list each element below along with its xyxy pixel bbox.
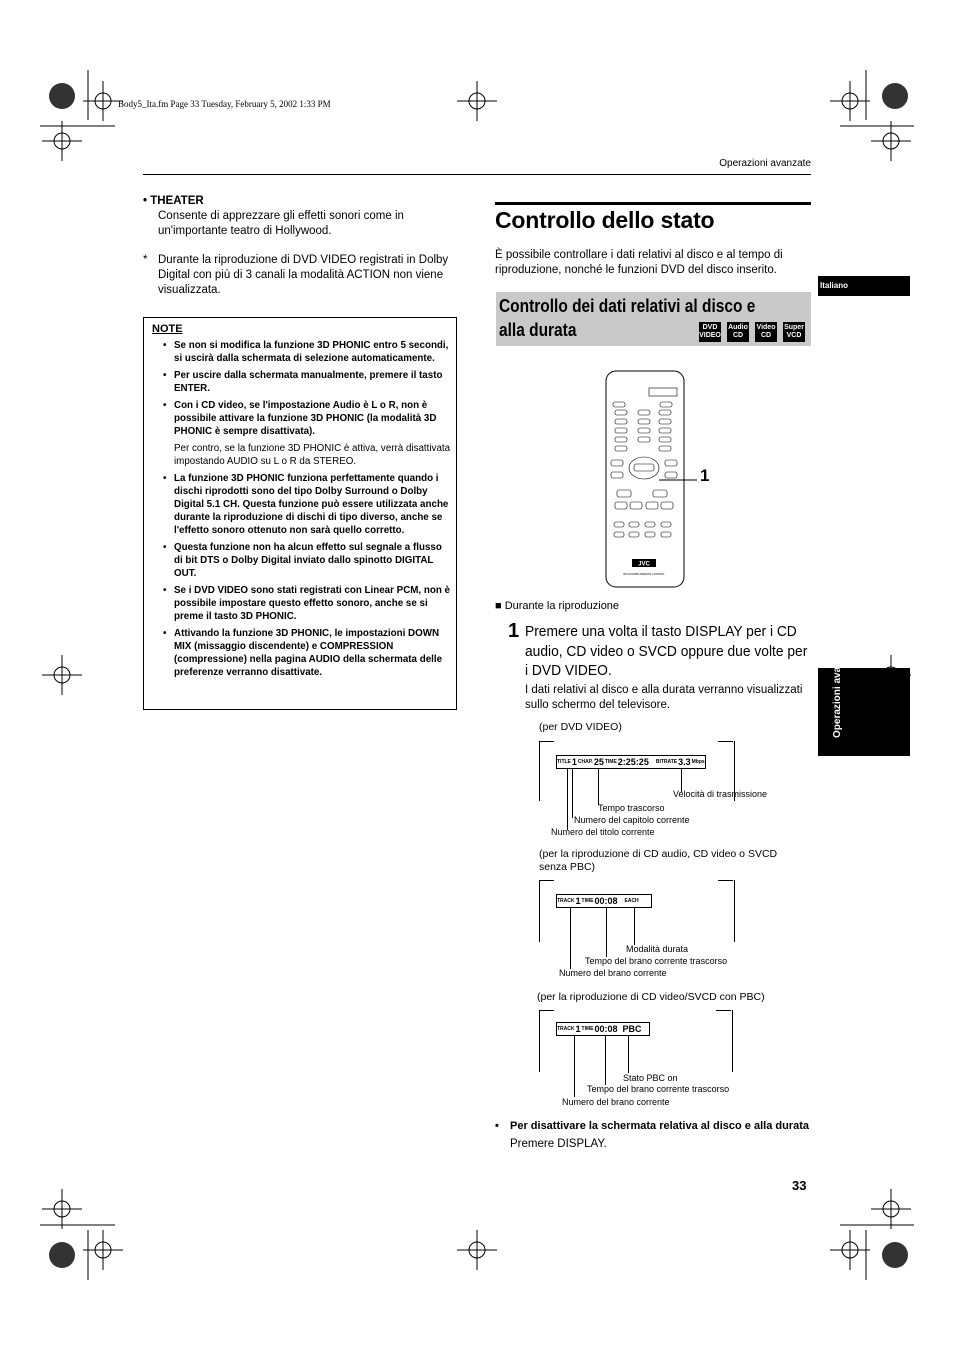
header-rule <box>143 174 811 175</box>
fig3-frame <box>539 1010 733 1072</box>
note-box <box>143 317 457 710</box>
fig2-label-mode: Modalità durata <box>626 944 689 954</box>
fig1-label-elapsed: Tempo trascorso <box>598 803 665 813</box>
note-item: • Con i CD video, se l'impostazione Audio è L o R, non è possibile attivare la funzione 3D PHONIC (la modalità 3D PHONIC è sempre disattivata). Per contro, se la funzione 3D PHONIC è attiva, verrà disattivata impostando AUDIO su L o R da STEREO. <box>152 399 452 468</box>
badge-audio-cd: Audio CD <box>727 322 749 342</box>
theater-label: • THEATER <box>143 195 204 207</box>
remote-caption: RM-SXV008A REMOTE CONTROL <box>623 573 665 576</box>
step-number: 1 <box>508 620 520 642</box>
disable-display-block <box>495 1119 811 1152</box>
fig2-frame <box>539 880 735 942</box>
fig3-caption: (per la riproduzione di CD video/SVCD con PBC) <box>537 991 765 1003</box>
page-title: Controllo dello stato <box>495 207 715 233</box>
file-header-info: Body5_Ita.fm Page 33 Tuesday, February 5, 2002 1:33 PM <box>118 99 331 109</box>
fig2-caption: (per la riproduzione di CD audio, CD video o SVCD senza PBC) <box>539 848 778 873</box>
title-bar <box>495 202 811 205</box>
fig1-label-title: Numero del titolo corrente <box>551 827 655 837</box>
fig2-label-track: Numero del brano corrente <box>559 968 667 978</box>
footnote-mark: * <box>143 254 148 266</box>
remote-brand: JVC <box>638 561 650 568</box>
section-title: Controllo dei dati relativi al disco e alla durata <box>499 296 756 340</box>
note-title: NOTE <box>152 323 183 335</box>
page-number: 33 <box>792 1178 807 1193</box>
language-tab: Italiano <box>818 276 910 296</box>
fig2-label-elapsed: Tempo del brano corrente trascorso <box>585 956 728 966</box>
note-item: • Attivando la funzione 3D PHONIC, le impostazioni DOWN MIX (missaggio discendente) e COMPRESSION (compressione) nella pagina AUDIO della schermata delle preferenze verranno disattivate. <box>152 627 452 679</box>
badge-super-vcd: Super VCD <box>783 322 805 342</box>
note-item: • Questa funzione non ha alcun effetto sul segnale a flusso di bit DTS o Dolby Digital inviato dallo spinotto DIGITAL OUT. <box>152 541 452 580</box>
badge-video-cd: Video CD <box>755 322 777 342</box>
note-item: • Per uscire dalla schermata manualmente, premere il tasto ENTER. <box>152 369 452 395</box>
note-item: • La funzione 3D PHONIC funziona perfettamente quando i dischi riprodotti sono del tipo Dolby Surround o Dolby Digital 5.1 CH. Questa funzione può essere utilizzata anche durante la riproduzione di dischi di tipo diverso, anche se l'effetto sonoro ottenuto non sarà quello corretto. <box>152 472 452 537</box>
callout-number: 1 <box>700 466 710 485</box>
fig1-label-bitrate: Velocità di trasmissione <box>673 789 768 799</box>
fig3-label-elapsed: Tempo del brano corrente trascorso <box>587 1084 730 1094</box>
disable-display-heading: • Per disattivare la schermata relativa al disco e alla durata <box>495 1119 811 1134</box>
fig1-caption: (per DVD VIDEO) <box>539 721 622 733</box>
fig1-label-chapter: Numero del capitolo corrente <box>574 815 690 825</box>
badge-dvd-video: DVD VIDEO <box>699 322 721 342</box>
section-heading <box>496 292 811 346</box>
theater-block <box>143 194 459 298</box>
disable-display-text: Premere DISPLAY. <box>510 1138 607 1150</box>
step-instruction: Premere una volta il tasto DISPLAY per i CD audio, CD video o SVCD oppure due volte per i DVD VIDEO. <box>525 623 808 679</box>
fig1-osd: TITLE 1 CHAP. 25 TIME 2:25:25 BITRATE 3.3 Mbps <box>557 757 705 767</box>
running-head: Operazioni avanzate <box>719 158 811 169</box>
intro-text: È possibile controllare i dati relativi al disco e al tempo di riproduzione, nonché le funzioni DVD del disco inserito. <box>495 249 783 276</box>
during-playback-label: ■ Durante la riproduzione <box>495 600 620 612</box>
callout-line <box>659 475 699 485</box>
fig2-osd: TRACK 1 TIME 00:08 EACH <box>556 894 652 908</box>
theater-text: Consente di apprezzare gli effetti sonori come in un'importante teatro di Hollywood. <box>158 210 404 237</box>
note-list <box>152 339 452 683</box>
fig3-label-pbc: Stato PBC on <box>623 1073 678 1083</box>
step-description: I dati relativi al disco e alla durata verranno visualizzati sullo schermo del televisore. <box>525 684 803 711</box>
note-item: • Se i DVD VIDEO sono stati registrati con Linear PCM, non è possibile impostare questo effetto sonoro, anche se si preme il tasto 3D PHONIC. <box>152 584 452 623</box>
fig3-osd: TRACK 1 TIME 00:08 PBC <box>556 1022 650 1036</box>
note-item: • Se non si modifica la funzione 3D PHONIC entro 5 secondi, si uscirà dalla schermata di selezione automaticamente. <box>152 339 452 365</box>
fig3-label-track: Numero del brano corrente <box>562 1097 670 1107</box>
section-tab: Operazioni avanzate <box>818 668 910 756</box>
theater-footnote: Durante la riproduzione di DVD VIDEO registrati in Dolby Digital con più di 3 canali la modalità ACTION non viene visualizzata. <box>158 254 449 296</box>
